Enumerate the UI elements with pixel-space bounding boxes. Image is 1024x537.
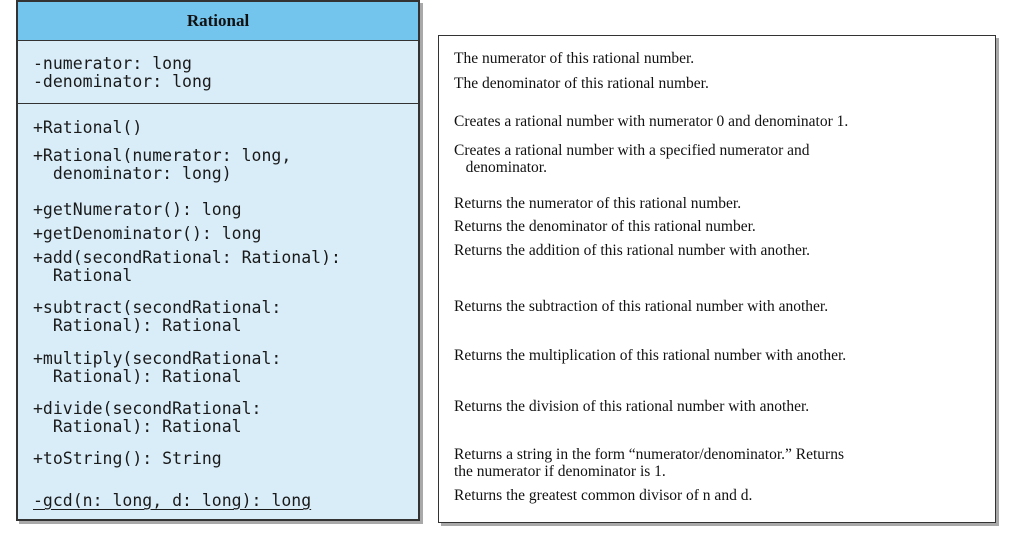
desc-constructor-args: Creates a rational number with a specified numerator and denominator. (454, 142, 810, 176)
class-name: Rational (18, 2, 418, 41)
desc-gcd: Returns the greatest common divisor of n and d. (454, 487, 753, 504)
fields-compartment (18, 41, 418, 104)
desc-denominator: The denominator of this rational number. (454, 75, 709, 92)
desc-get-numerator: Returns the numerator of this rational number. (454, 195, 742, 212)
description-box (438, 35, 996, 523)
desc-get-denominator: Returns the denominator of this rational number. (454, 218, 756, 235)
method-divide: +divide(secondRational: Rational): Rational (33, 399, 262, 436)
desc-constructor-default: Creates a rational number with numerator 0 and denominator 1. (454, 113, 849, 130)
method-constructor-args: +Rational(numerator: long, denominator: long) (33, 146, 292, 183)
method-gcd: -gcd(n: long, d: long): long (33, 491, 312, 510)
desc-to-string: Returns a string in the form “numerator/denominator.” Returns the numerator if denominator is 1. (454, 446, 844, 480)
field-numerator: -numerator: long (33, 54, 192, 73)
method-get-denominator: +getDenominator(): long (33, 224, 262, 243)
method-get-numerator: +getNumerator(): long (33, 200, 242, 219)
method-to-string: +toString(): String (33, 449, 222, 468)
method-add: +add(secondRational: Rational): Rational (33, 248, 341, 285)
desc-subtract: Returns the subtraction of this rational number with another. (454, 298, 829, 315)
desc-numerator: The numerator of this rational number. (454, 50, 695, 67)
uml-class-box (16, 0, 420, 521)
method-constructor-default: +Rational() (33, 118, 143, 137)
method-multiply: +multiply(secondRational: Rational): Rational (33, 349, 282, 386)
desc-multiply: Returns the multiplication of this rational number with another. (454, 347, 847, 364)
field-denominator: -denominator: long (33, 72, 212, 91)
desc-add: Returns the addition of this rational number with another. (454, 242, 811, 259)
desc-divide: Returns the division of this rational number with another. (454, 398, 810, 415)
method-subtract: +subtract(secondRational: Rational): Rational (33, 298, 282, 335)
